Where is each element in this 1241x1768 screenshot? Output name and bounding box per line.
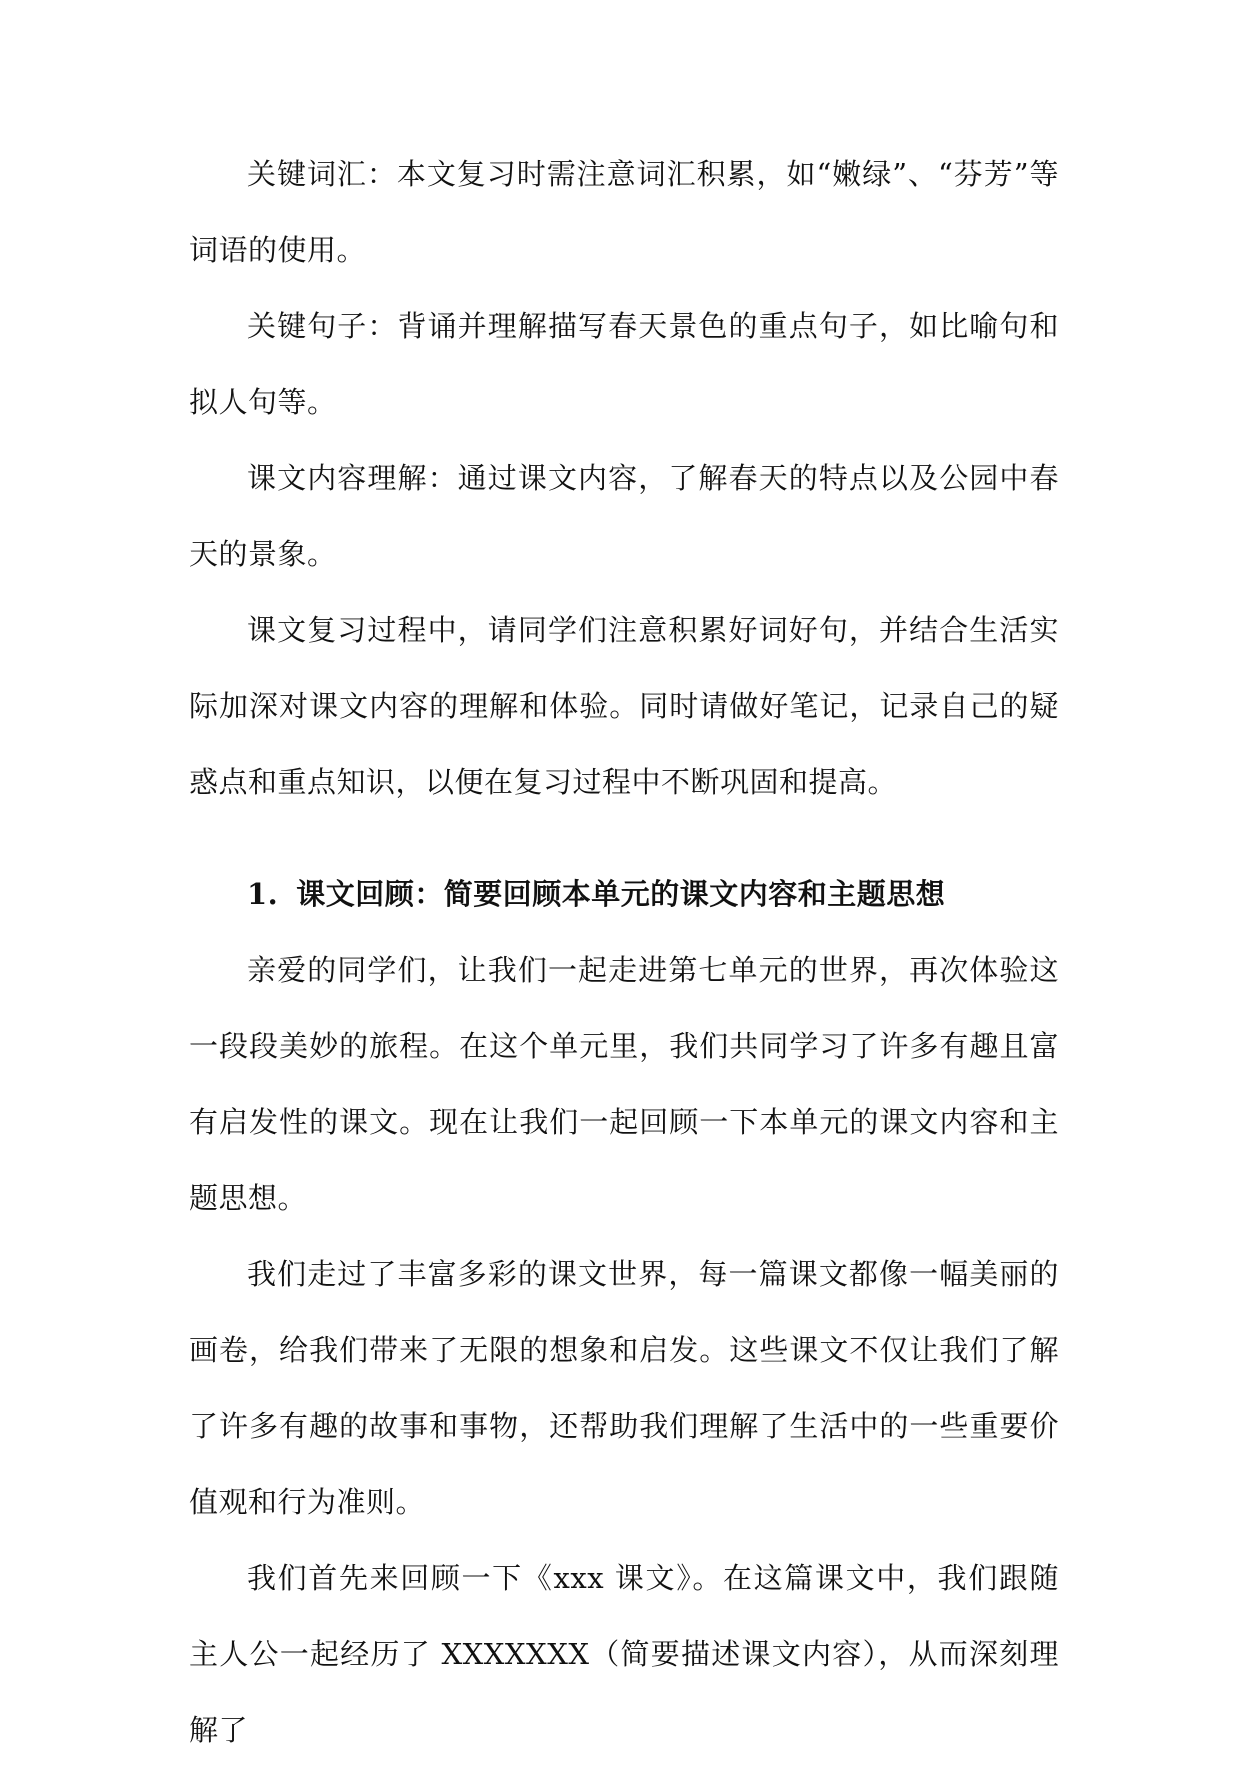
paragraph-key-vocabulary: 关键词汇：本文复习时需注意词汇积累，如“嫩绿”、“芬芳”等词语的使用。 (189, 157, 1059, 267)
section-title: 课文回顾：简要回顾本单元的课文内容和主题思想 (296, 877, 946, 911)
paragraph-unit-intro: 亲爱的同学们，让我们一起走进第七单元的世界，再次体验这一段段美妙的旅程。在这个单元里，我们共同学习了许多有趣且富有启发性的课文。现在让我们一起回顾一下本单元的课文内容和主题思想。 (189, 953, 1059, 1215)
paragraph-texts-overview: 我们走过了丰富多彩的课文世界，每一篇课文都像一幅美丽的画卷，给我们带来了无限的想象和启发。这些课文不仅让我们了解了许多有趣的故事和事物，还帮助我们理解了生活中的一些重要价值观和行为准则。 (189, 1257, 1059, 1519)
paragraph-content-understanding: 课文内容理解：通过课文内容，了解春天的特点以及公园中春天的景象。 (189, 461, 1059, 571)
paragraph-first-text-review: 我们首先来回顾一下《xxx 课文》。在这篇课文中，我们跟随主人公一起经历了 XXXXXXX（简要描述课文内容），从而深刻理解了 (189, 1561, 1059, 1747)
paragraph-key-sentences: 关键句子：背诵并理解描写春天景色的重点句子，如比喻句和拟人句等。 (189, 309, 1059, 419)
document-body (189, 136, 1059, 1768)
section-number: 1. (247, 877, 279, 911)
paragraph-review-advice: 课文复习过程中，请同学们注意积累好词好句，并结合生活实际加深对课文内容的理解和体验。同时请做好笔记，记录自己的疑惑点和重点知识，以便在复习过程中不断巩固和提高。 (189, 613, 1059, 799)
section-heading (189, 856, 1059, 932)
